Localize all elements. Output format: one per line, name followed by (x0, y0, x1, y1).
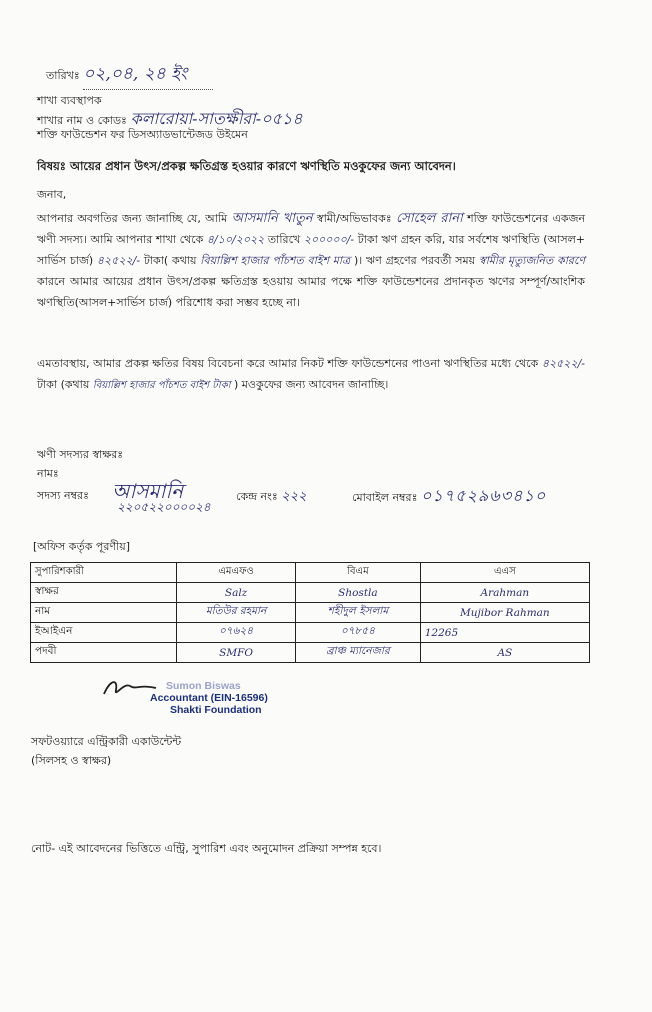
table-cell: Mujibor Rahman (420, 603, 589, 623)
member-signature-label: ঋণী সদস্যর স্বাক্ষরঃ (37, 448, 124, 461)
salutation: জনাব, (37, 188, 67, 201)
center-line (236, 487, 307, 508)
organization-name: শক্তি ফাউন্ডেশন ফর ডিসঅ্যাডভান্টেজড উইমেন (37, 128, 248, 141)
row-label: স্বাক্ষর (31, 583, 177, 603)
p1-text-g: )। ঋণ গ্রহণের পরবর্তী সময় (353, 254, 476, 267)
accountant-seal-note: (সিলসহ ও স্বাক্ষর) (31, 754, 112, 767)
balance-words-field: বিয়াল্লিশ হাজার পাঁচশত বাইশ মাত্র (200, 254, 351, 267)
p1-text-f: টাকা( কথায় (143, 254, 197, 267)
accountant-stamp (150, 680, 268, 716)
p1-text-e: টাকা ঋণ গ্রহন করি, যার সর্বশেষ ঋণস্থিতি (আসল+ সার্ভিস চার্জ) (37, 233, 586, 267)
footer-note: নোট- এই আবেদনের ভিত্তিতে এন্ট্রি, সুপারিশ এবং অনুমোদন প্রক্রিয়া সম্পন্ন হবে। (31, 842, 382, 855)
table-row (31, 603, 590, 623)
member-signature: আসমানি (112, 479, 184, 503)
member-number-label: সদস্য নম্বরঃ (37, 489, 89, 502)
header-cell: বিএম (296, 563, 421, 583)
table-cell: AS (420, 643, 589, 663)
mobile-label: মোবাইল নম্বরঃ (352, 491, 418, 504)
subject-line: বিষয়ঃ আয়ের প্রধান উৎস/প্রকল্প ক্ষতিগ্রস্ত হওয়ার কারণে ঋণস্থিতি মওকুফের জন্য আবেদন। (37, 159, 456, 173)
table-row (31, 643, 590, 663)
waive-words-field: বিয়াল্লিশ হাজার পাঁচশত বাইশ টাকা (92, 380, 231, 391)
office-caption: [অফিস কর্তৃক পূরণীয়] (33, 540, 130, 553)
loan-date-field: ৪/১০/২০২২ (206, 233, 265, 246)
center-number: ২২২ (281, 489, 307, 504)
center-label: কেন্দ্র নংঃ (236, 490, 278, 503)
row-label: ইআইএন (31, 623, 177, 643)
mobile-line (352, 483, 546, 510)
balance-field: ৪২৫২২/- (96, 254, 141, 267)
office-table (30, 562, 590, 663)
header-cell: সুপারিশকারী (31, 563, 177, 583)
table-cell: মতিউর রহমান (177, 603, 296, 623)
table-cell: শহীদুল ইসলাম (296, 603, 421, 623)
p1-text-d: তারিখে (267, 233, 301, 246)
table-cell: SMFO (177, 643, 296, 663)
table-cell: Arahman (420, 583, 589, 603)
table-row (31, 583, 590, 603)
date-line (46, 61, 213, 90)
mobile-number: ০১৭৫২৯৬৩৪১০ (420, 486, 547, 505)
guardian-field: সোহেল রানা (395, 211, 463, 226)
member-number-value: ২২০৫২২০০০০২৪ (117, 500, 211, 514)
table-cell: Shostla (296, 583, 421, 603)
p1-text-c: শক্তি ফাউন্ডেশনের একজন ঋণী সদস্য। আমি আপনার শাখা থেকে (37, 212, 586, 246)
recipient-title: শাখা ব্যবস্থাপক (37, 94, 102, 107)
table-header-row (31, 563, 590, 583)
p2-text-b: টাকা (কথায় (37, 378, 90, 391)
header-cell: এমএফও (177, 563, 296, 583)
p1-text-h: কারনে আমার আয়ের প্রধান উৎস/প্রকল্প ক্ষতিগ্রস্ত হওয়ায় আমার পক্ষে শক্তি ফাউন্ডেশনের প্রদানকৃত ঋণের সম্পূর্ণ/আংশিক ঋণস্থিতি(আসল+সার্ভিস চার্জ) পরিশোধ করা সম্ভব হচ্ছে না। (37, 275, 585, 309)
header-cell: এএস (420, 563, 589, 583)
date-value: ০২,০৪, ২৪ ইং (83, 61, 213, 90)
member-name-field: আসমানি খাতুন (231, 211, 313, 226)
stamp-name: Sumon Biswas (166, 680, 241, 692)
loan-amount-field: ২০০০০০/- (303, 233, 355, 246)
table-cell: 12265 (420, 623, 589, 643)
table-cell: ০৭৮৫৪ (296, 623, 421, 643)
table-cell: ব্রাঞ্চ ম্যানেজার (296, 643, 421, 663)
table-cell: ০৭৬২৪ (177, 623, 296, 643)
waive-amount-field: ৪২৫২২/- (541, 357, 585, 370)
member-name-label: নামঃ (37, 467, 59, 480)
stamp-title: Accountant (EIN-16596) (150, 692, 268, 704)
p1-text-b: স্বামী/অভিভাবকঃ (316, 212, 392, 225)
p2-text-c: ) মওকুফের জন্য আবেদন জানাচ্ছি। (234, 378, 389, 391)
p2-text-a: এমতাবস্থায়, আমার প্রকল্প ক্ষতির বিষয় বিবেচনা করে আমার নিকট শক্তি ফাউন্ডেশনের পাওনা ঋণস্থিতির মধ্যে থেকে (37, 357, 539, 370)
p1-text-a: আপনার অবগতির জন্য জানাচ্ছি যে, আমি (37, 212, 228, 225)
accountant-role: সফটওয়্যারে এন্ট্রিকারী একাউন্টেন্ট (31, 735, 182, 748)
row-label: নাম (31, 603, 177, 623)
branch-label: শাখার নাম ও কোডঃ (37, 114, 127, 127)
branch-value: কলারোয়া-সাতক্ষীরা-০৫১৪ (130, 109, 303, 128)
body-paragraph-2 (37, 353, 585, 396)
row-label: পদবী (31, 643, 177, 663)
reason-field: স্বামীর মৃত্যুজনিত কারণে (478, 254, 586, 267)
table-row (31, 623, 590, 643)
body-paragraph-1 (37, 208, 585, 313)
table-cell: Salz (177, 583, 296, 603)
stamp-org: Shakti Foundation (170, 704, 262, 716)
date-label: তারিখঃ (46, 69, 80, 82)
